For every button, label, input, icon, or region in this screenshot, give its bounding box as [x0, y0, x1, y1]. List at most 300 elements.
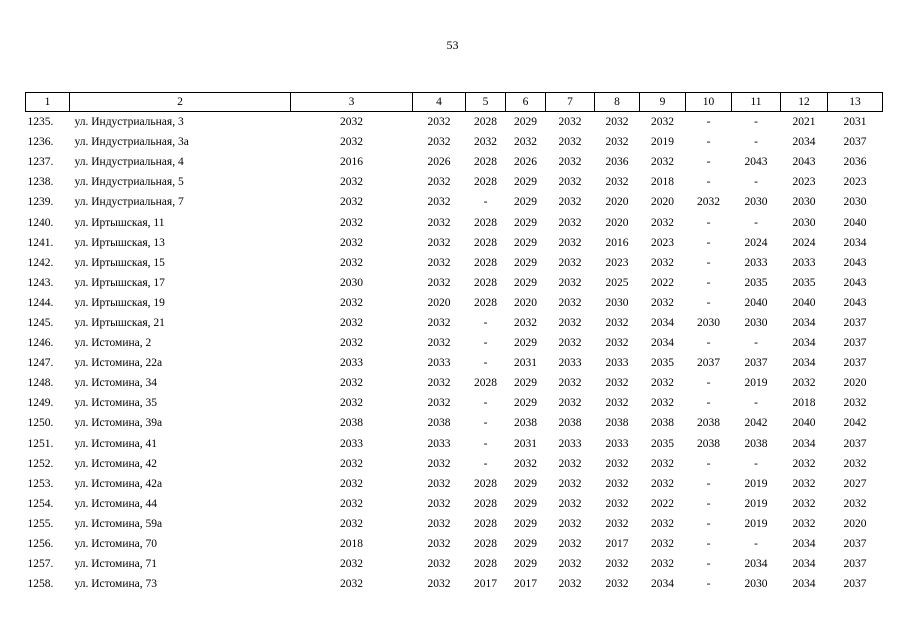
year-cell: 2032 — [427, 236, 451, 249]
year-cell: 2023 — [792, 176, 816, 189]
year-cell: 2029 — [514, 477, 537, 490]
year-cell: 2032 — [427, 316, 451, 329]
year-cell: - — [483, 417, 488, 430]
year-cell: 2034 — [792, 538, 816, 551]
year-cell: - — [706, 156, 711, 169]
year-cell: - — [706, 216, 711, 229]
year-cell: 2020 — [605, 216, 629, 229]
year-cell: 2031 — [514, 437, 537, 450]
table-row — [26, 474, 883, 494]
row-number-cell: 1253. — [27, 477, 54, 490]
year-cell: 2030 — [744, 316, 768, 329]
table-row — [26, 434, 883, 454]
year-cell: 2031 — [514, 357, 537, 370]
year-cell: 2032 — [558, 136, 582, 149]
year-cell: 2036 — [605, 156, 629, 169]
year-cell: 2019 — [744, 377, 768, 390]
year-cell: 2032 — [605, 116, 629, 129]
row-number-cell: 1255. — [27, 517, 54, 530]
year-cell: - — [706, 397, 711, 410]
row-number-cell: 1245. — [27, 316, 54, 329]
year-cell: 2032 — [651, 558, 674, 571]
year-cell: 2032 — [651, 377, 674, 390]
year-cell: 2018 — [340, 538, 363, 551]
year-cell: 2032 — [427, 477, 451, 490]
year-cell: 2021 — [792, 116, 816, 129]
year-cell: - — [706, 236, 711, 249]
year-cell: 2032 — [340, 196, 363, 209]
year-cell: 2018 — [792, 397, 816, 410]
year-cell: - — [706, 517, 711, 530]
year-cell: - — [706, 558, 711, 571]
row-number-cell: 1241. — [27, 236, 54, 249]
row-number-cell: 1238. — [27, 176, 54, 189]
year-cell: 2032 — [427, 377, 451, 390]
year-cell: 2038 — [514, 417, 537, 430]
year-cell: 2030 — [792, 196, 816, 209]
address-cell: ул. Индустриальная, 3 — [74, 116, 184, 129]
page-number: 53 — [446, 38, 459, 52]
year-cell: 2032 — [651, 457, 674, 470]
year-cell: 2032 — [340, 337, 363, 350]
year-cell: 2032 — [340, 256, 363, 269]
year-cell: 2016 — [605, 236, 629, 249]
year-cell: 2033 — [744, 256, 768, 269]
year-cell: 2019 — [651, 136, 674, 149]
year-cell: - — [706, 296, 711, 309]
year-cell: 2030 — [697, 316, 720, 329]
column-header: 8 — [595, 93, 640, 112]
year-cell: - — [706, 276, 711, 289]
year-cell: 2040 — [792, 417, 816, 430]
address-cell: ул. Иртышская, 17 — [74, 276, 165, 289]
year-cell: 2037 — [744, 357, 768, 370]
year-cell: - — [483, 337, 488, 350]
year-cell: 2017 — [514, 578, 537, 591]
year-cell: - — [706, 578, 711, 591]
year-cell: 2042 — [843, 417, 867, 430]
year-cell: 2032 — [843, 457, 867, 470]
address-cell: ул. Истомина, 22а — [74, 357, 163, 370]
address-cell: ул. Истомина, 34 — [74, 377, 157, 390]
year-cell: 2026 — [427, 156, 451, 169]
year-cell: 2029 — [514, 538, 537, 551]
year-cell: 2030 — [744, 578, 768, 591]
address-cell: ул. Иртышская, 11 — [74, 216, 165, 229]
year-cell: 2032 — [558, 296, 582, 309]
year-cell: 2038 — [651, 417, 674, 430]
table-row — [26, 333, 883, 353]
column-header: 5 — [466, 93, 506, 112]
year-cell: 2032 — [558, 538, 582, 551]
year-cell: 2034 — [792, 337, 816, 350]
year-cell: - — [706, 116, 711, 129]
column-header: 2 — [70, 93, 291, 112]
table-row — [26, 253, 883, 273]
row-number-cell: 1247. — [27, 357, 54, 370]
year-cell: 2032 — [340, 558, 363, 571]
year-cell: 2032 — [427, 196, 451, 209]
address-cell: ул. Истомина, 35 — [74, 397, 157, 410]
year-cell: 2032 — [558, 276, 582, 289]
row-number-cell: 1258. — [27, 578, 54, 591]
column-header: 1 — [26, 93, 70, 112]
year-cell: 2038 — [605, 417, 629, 430]
year-cell: 2030 — [605, 296, 629, 309]
year-cell: 2028 — [474, 176, 497, 189]
address-cell: ул. Индустриальная, 7 — [74, 196, 184, 209]
row-number-cell: 1249. — [27, 397, 54, 410]
year-cell: 2037 — [843, 136, 867, 149]
table-row — [26, 554, 883, 574]
row-number-cell: 1242. — [27, 256, 54, 269]
year-cell: 2032 — [843, 497, 867, 510]
year-cell: 2032 — [651, 156, 674, 169]
year-cell: 2037 — [843, 538, 867, 551]
year-cell: 2037 — [697, 357, 720, 370]
year-cell: 2038 — [697, 417, 720, 430]
year-cell: - — [483, 316, 488, 329]
column-header: 4 — [413, 93, 466, 112]
year-cell: 2033 — [558, 357, 582, 370]
year-cell: 2032 — [474, 136, 497, 149]
table-row — [26, 353, 883, 373]
year-cell: 2043 — [843, 296, 867, 309]
year-cell: 2028 — [474, 236, 497, 249]
table-row — [26, 112, 883, 133]
year-cell: 2038 — [744, 437, 768, 450]
year-cell: 2032 — [558, 397, 582, 410]
year-cell: 2028 — [474, 216, 497, 229]
year-cell: 2032 — [605, 497, 629, 510]
year-cell: 2032 — [514, 136, 537, 149]
row-number-cell: 1243. — [27, 276, 54, 289]
year-cell: 2029 — [514, 377, 537, 390]
row-number-cell: 1257. — [27, 558, 54, 571]
year-cell: 2028 — [474, 517, 497, 530]
year-cell: 2029 — [514, 337, 537, 350]
year-cell: 2032 — [427, 558, 451, 571]
year-cell: 2033 — [605, 437, 629, 450]
year-cell: 2032 — [605, 558, 629, 571]
year-cell: 2043 — [843, 256, 867, 269]
column-header: 10 — [686, 93, 732, 112]
row-number-cell: 1237. — [27, 156, 54, 169]
table-row — [26, 393, 883, 413]
year-cell: 2032 — [340, 116, 363, 129]
year-cell: 2032 — [340, 236, 363, 249]
table-row — [26, 413, 883, 433]
year-cell: 2026 — [514, 156, 537, 169]
year-cell: 2029 — [514, 176, 537, 189]
year-cell: 2028 — [474, 377, 497, 390]
year-cell: 2036 — [843, 156, 867, 169]
year-cell: 2032 — [558, 558, 582, 571]
year-cell: - — [706, 477, 711, 490]
year-cell: 2032 — [427, 176, 451, 189]
year-cell: 2032 — [427, 578, 451, 591]
year-cell: - — [754, 457, 758, 470]
address-cell: ул. Истомина, 70 — [74, 538, 157, 551]
year-cell: 2023 — [843, 176, 867, 189]
year-cell: 2032 — [558, 316, 582, 329]
year-cell: 2032 — [514, 457, 537, 470]
year-cell: 2020 — [427, 296, 451, 309]
year-cell: 2034 — [792, 136, 816, 149]
year-cell: 2020 — [843, 517, 867, 530]
year-cell: 2017 — [474, 578, 497, 591]
year-cell: 2033 — [605, 357, 629, 370]
year-cell: 2042 — [744, 417, 768, 430]
year-cell: 2032 — [427, 116, 451, 129]
row-number-cell: 1252. — [27, 457, 54, 470]
year-cell: 2032 — [605, 578, 629, 591]
year-cell: 2025 — [605, 276, 629, 289]
address-cell: ул. Иртышская, 13 — [74, 236, 165, 249]
table-row — [26, 132, 883, 152]
table-header — [26, 93, 883, 112]
address-cell: ул. Индустриальная, 4 — [74, 156, 184, 169]
year-cell: - — [754, 538, 758, 551]
year-cell: 2032 — [340, 457, 363, 470]
year-cell: 2032 — [558, 377, 582, 390]
year-cell: 2032 — [340, 517, 363, 530]
year-cell: 2034 — [651, 578, 674, 591]
year-cell: 2020 — [605, 196, 629, 209]
year-cell: 2020 — [514, 296, 537, 309]
address-cell: ул. Истомина, 42а — [74, 477, 163, 490]
table-row — [26, 514, 883, 534]
year-cell: 2032 — [427, 497, 451, 510]
year-cell: 2032 — [558, 337, 582, 350]
year-cell: 2023 — [651, 236, 674, 249]
column-header: 13 — [828, 93, 883, 112]
year-cell: 2034 — [792, 578, 816, 591]
row-number-cell: 1239. — [27, 196, 54, 209]
year-cell: 2028 — [474, 558, 497, 571]
year-cell: 2028 — [474, 477, 497, 490]
year-cell: - — [754, 136, 758, 149]
row-number-cell: 1240. — [27, 216, 54, 229]
year-cell: 2032 — [792, 517, 816, 530]
year-cell: 2028 — [474, 156, 497, 169]
year-cell: - — [706, 136, 711, 149]
row-number-cell: 1251. — [27, 437, 54, 450]
year-cell: - — [706, 457, 711, 470]
year-cell: 2040 — [792, 296, 816, 309]
address-cell: ул. Истомина, 71 — [74, 558, 157, 571]
year-cell: 2040 — [843, 216, 867, 229]
year-cell: 2019 — [744, 517, 768, 530]
year-cell: 2032 — [605, 337, 629, 350]
year-cell: 2032 — [651, 517, 674, 530]
year-cell: 2030 — [744, 196, 768, 209]
year-cell: 2032 — [558, 236, 582, 249]
table-row — [26, 212, 883, 232]
year-cell: 2032 — [605, 397, 629, 410]
year-cell: - — [483, 196, 488, 209]
year-cell: 2032 — [558, 196, 582, 209]
year-cell: 2032 — [558, 497, 582, 510]
table-body — [26, 112, 883, 595]
year-cell: 2034 — [651, 337, 674, 350]
row-number-cell: 1256. — [27, 538, 54, 551]
year-cell: 2032 — [514, 316, 537, 329]
table-row — [26, 172, 883, 192]
year-cell: 2031 — [843, 116, 867, 129]
year-cell: 2032 — [605, 477, 629, 490]
year-cell: 2032 — [340, 377, 363, 390]
year-cell: - — [483, 457, 488, 470]
year-cell: 2037 — [843, 337, 867, 350]
year-cell: - — [754, 116, 758, 129]
year-cell: 2019 — [744, 497, 768, 510]
address-cell: ул. Истомина, 42 — [74, 457, 157, 470]
year-cell: 2032 — [651, 296, 674, 309]
year-cell: 2032 — [340, 578, 363, 591]
year-cell: - — [706, 337, 711, 350]
year-cell: 2029 — [514, 497, 537, 510]
year-cell: 2029 — [514, 116, 537, 129]
year-cell: 2035 — [792, 276, 816, 289]
address-cell: ул. Истомина, 39а — [74, 417, 163, 430]
year-cell: 2020 — [651, 196, 674, 209]
year-cell: 2043 — [843, 276, 867, 289]
registry-table — [25, 92, 883, 594]
row-number-cell: 1235. — [27, 116, 54, 129]
year-cell: 2032 — [792, 377, 816, 390]
year-cell: - — [754, 216, 758, 229]
year-cell: 2034 — [651, 316, 674, 329]
table-row — [26, 373, 883, 393]
column-header: 9 — [640, 93, 686, 112]
table-row — [26, 534, 883, 554]
year-cell: 2038 — [427, 417, 451, 430]
year-cell: 2032 — [651, 256, 674, 269]
year-cell: 2017 — [605, 538, 629, 551]
year-cell: 2029 — [514, 196, 537, 209]
year-cell: 2032 — [697, 196, 720, 209]
year-cell: 2029 — [514, 397, 537, 410]
year-cell: 2035 — [744, 276, 768, 289]
year-cell: 2032 — [427, 276, 451, 289]
year-cell: 2032 — [651, 116, 674, 129]
year-cell: 2029 — [514, 236, 537, 249]
column-header: 11 — [732, 93, 781, 112]
year-cell: 2032 — [340, 397, 363, 410]
address-cell: ул. Истомина, 2 — [74, 337, 152, 350]
year-cell: 2033 — [427, 357, 451, 370]
year-cell: 2032 — [792, 477, 816, 490]
header-row — [26, 93, 883, 112]
row-number-cell: 1248. — [27, 377, 54, 390]
year-cell: - — [706, 256, 711, 269]
year-cell: 2032 — [340, 497, 363, 510]
year-cell: 2032 — [427, 136, 451, 149]
year-cell: 2037 — [843, 437, 867, 450]
row-number-cell: 1236. — [27, 136, 54, 149]
year-cell: 2032 — [651, 216, 674, 229]
year-cell: 2032 — [340, 316, 363, 329]
year-cell: 2035 — [651, 437, 674, 450]
year-cell: - — [706, 176, 711, 189]
table-row — [26, 494, 883, 514]
year-cell: 2037 — [843, 558, 867, 571]
year-cell: 2033 — [340, 357, 363, 370]
table-row — [26, 313, 883, 333]
table-row — [26, 152, 883, 172]
year-cell: 2032 — [427, 457, 451, 470]
year-cell: 2032 — [605, 176, 629, 189]
year-cell: 2029 — [514, 216, 537, 229]
year-cell: 2028 — [474, 116, 497, 129]
year-cell: - — [706, 538, 711, 551]
year-cell: 2033 — [427, 437, 451, 450]
year-cell: 2034 — [792, 357, 816, 370]
year-cell: 2032 — [605, 377, 629, 390]
row-number-cell: 1254. — [27, 497, 54, 510]
table-row — [26, 273, 883, 293]
year-cell: 2028 — [474, 497, 497, 510]
year-cell: 2037 — [843, 578, 867, 591]
year-cell: 2022 — [651, 497, 674, 510]
address-cell: ул. Истомина, 73 — [74, 578, 157, 591]
year-cell: 2020 — [843, 377, 867, 390]
row-number-cell: 1244. — [27, 296, 54, 309]
year-cell: 2023 — [605, 256, 629, 269]
year-cell: 2032 — [340, 477, 363, 490]
year-cell: 2034 — [843, 236, 867, 249]
year-cell: 2034 — [792, 437, 816, 450]
year-cell: 2033 — [792, 256, 816, 269]
year-cell: 2043 — [744, 156, 768, 169]
year-cell: 2032 — [792, 497, 816, 510]
table-row — [26, 233, 883, 253]
year-cell: 2032 — [427, 256, 451, 269]
table-row — [26, 293, 883, 313]
year-cell: 2032 — [558, 116, 582, 129]
year-cell: 2032 — [340, 296, 363, 309]
address-cell: ул. Иртышская, 15 — [74, 256, 165, 269]
year-cell: 2032 — [558, 477, 582, 490]
year-cell: 2032 — [427, 517, 451, 530]
table-row — [26, 454, 883, 474]
year-cell: 2032 — [558, 256, 582, 269]
year-cell: 2030 — [792, 216, 816, 229]
year-cell: - — [706, 377, 711, 390]
column-header: 12 — [781, 93, 828, 112]
year-cell: 2032 — [605, 136, 629, 149]
year-cell: 2032 — [558, 176, 582, 189]
year-cell: 2037 — [843, 316, 867, 329]
year-cell: 2034 — [792, 316, 816, 329]
table-row — [26, 192, 883, 212]
year-cell: 2038 — [340, 417, 363, 430]
year-cell: 2032 — [340, 136, 363, 149]
year-cell: 2028 — [474, 276, 497, 289]
column-header: 3 — [291, 93, 413, 112]
year-cell: 2035 — [651, 357, 674, 370]
address-cell: ул. Истомина, 41 — [74, 437, 157, 450]
year-cell: 2032 — [558, 578, 582, 591]
year-cell: 2037 — [843, 357, 867, 370]
year-cell: 2033 — [340, 437, 363, 450]
year-cell: 2038 — [697, 437, 720, 450]
year-cell: 2024 — [744, 236, 768, 249]
year-cell: 2032 — [792, 457, 816, 470]
year-cell: 2032 — [843, 397, 867, 410]
year-cell: 2033 — [558, 437, 582, 450]
